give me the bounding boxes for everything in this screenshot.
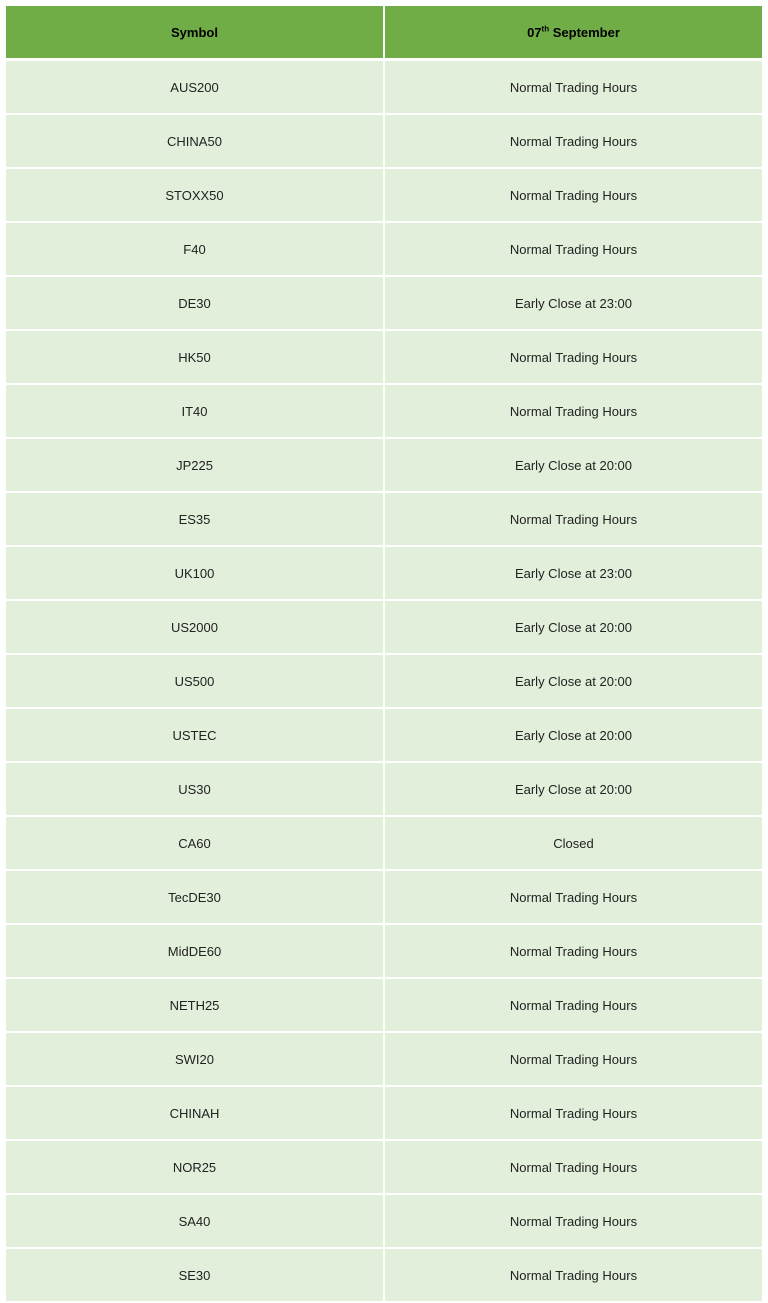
table-row: [6, 816, 762, 870]
cell-status: Normal Trading Hours: [384, 870, 762, 924]
table-header: [6, 6, 762, 60]
table-row: [6, 1140, 762, 1194]
table-row: [6, 330, 762, 384]
cell-symbol: US2000: [6, 600, 384, 654]
cell-symbol: US30: [6, 762, 384, 816]
cell-status: Early Close at 20:00: [384, 762, 762, 816]
table-row: [6, 546, 762, 600]
cell-status: Normal Trading Hours: [384, 978, 762, 1032]
cell-symbol: CHINA50: [6, 114, 384, 168]
table-row: [6, 222, 762, 276]
cell-symbol: HK50: [6, 330, 384, 384]
cell-symbol: NETH25: [6, 978, 384, 1032]
table-row: [6, 60, 762, 115]
table-row: [6, 1248, 762, 1302]
cell-status: Normal Trading Hours: [384, 1032, 762, 1086]
cell-symbol: CA60: [6, 816, 384, 870]
cell-status: Early Close at 23:00: [384, 276, 762, 330]
table-row: [6, 438, 762, 492]
cell-symbol: JP225: [6, 438, 384, 492]
header-date-suffix: th: [541, 24, 550, 34]
cell-status: Normal Trading Hours: [384, 384, 762, 438]
cell-symbol: DE30: [6, 276, 384, 330]
cell-symbol: NOR25: [6, 1140, 384, 1194]
trading-hours-table-container: [6, 6, 762, 1303]
cell-status: Normal Trading Hours: [384, 330, 762, 384]
cell-symbol: IT40: [6, 384, 384, 438]
table-body: [6, 60, 762, 1303]
cell-symbol: TecDE30: [6, 870, 384, 924]
cell-status: Normal Trading Hours: [384, 1086, 762, 1140]
table-row: [6, 924, 762, 978]
cell-status: Early Close at 20:00: [384, 708, 762, 762]
cell-symbol: US500: [6, 654, 384, 708]
cell-status: Normal Trading Hours: [384, 1194, 762, 1248]
cell-symbol: ES35: [6, 492, 384, 546]
table-row: [6, 492, 762, 546]
table-row: [6, 708, 762, 762]
cell-symbol: F40: [6, 222, 384, 276]
cell-symbol: SE30: [6, 1248, 384, 1302]
table-row: [6, 1032, 762, 1086]
header-date-day: 07: [527, 24, 542, 40]
cell-status: Normal Trading Hours: [384, 1248, 762, 1302]
cell-status: Early Close at 20:00: [384, 438, 762, 492]
header-date: [384, 6, 762, 60]
cell-symbol: AUS200: [6, 60, 384, 115]
table-row: [6, 600, 762, 654]
cell-status: Normal Trading Hours: [384, 1140, 762, 1194]
table-row: [6, 978, 762, 1032]
cell-status: Normal Trading Hours: [384, 492, 762, 546]
cell-symbol: MidDE60: [6, 924, 384, 978]
cell-status: Normal Trading Hours: [384, 168, 762, 222]
header-row: [6, 6, 762, 60]
header-date-month: September: [549, 24, 620, 40]
table-row: [6, 762, 762, 816]
table-row: [6, 654, 762, 708]
cell-symbol: SA40: [6, 1194, 384, 1248]
header-symbol: Symbol: [6, 6, 384, 60]
cell-status: Early Close at 20:00: [384, 600, 762, 654]
cell-symbol: USTEC: [6, 708, 384, 762]
table-row: [6, 870, 762, 924]
cell-status: Closed: [384, 816, 762, 870]
cell-status: Normal Trading Hours: [384, 60, 762, 115]
cell-status: Normal Trading Hours: [384, 924, 762, 978]
table-row: [6, 276, 762, 330]
cell-status: Early Close at 23:00: [384, 546, 762, 600]
table-row: [6, 384, 762, 438]
cell-symbol: UK100: [6, 546, 384, 600]
cell-symbol: CHINAH: [6, 1086, 384, 1140]
table-row: [6, 1086, 762, 1140]
cell-symbol: SWI20: [6, 1032, 384, 1086]
cell-symbol: STOXX50: [6, 168, 384, 222]
cell-status: Early Close at 20:00: [384, 654, 762, 708]
table-row: [6, 114, 762, 168]
cell-status: Normal Trading Hours: [384, 114, 762, 168]
table-row: [6, 168, 762, 222]
table-row: [6, 1194, 762, 1248]
trading-hours-table: [6, 6, 762, 1303]
cell-status: Normal Trading Hours: [384, 222, 762, 276]
